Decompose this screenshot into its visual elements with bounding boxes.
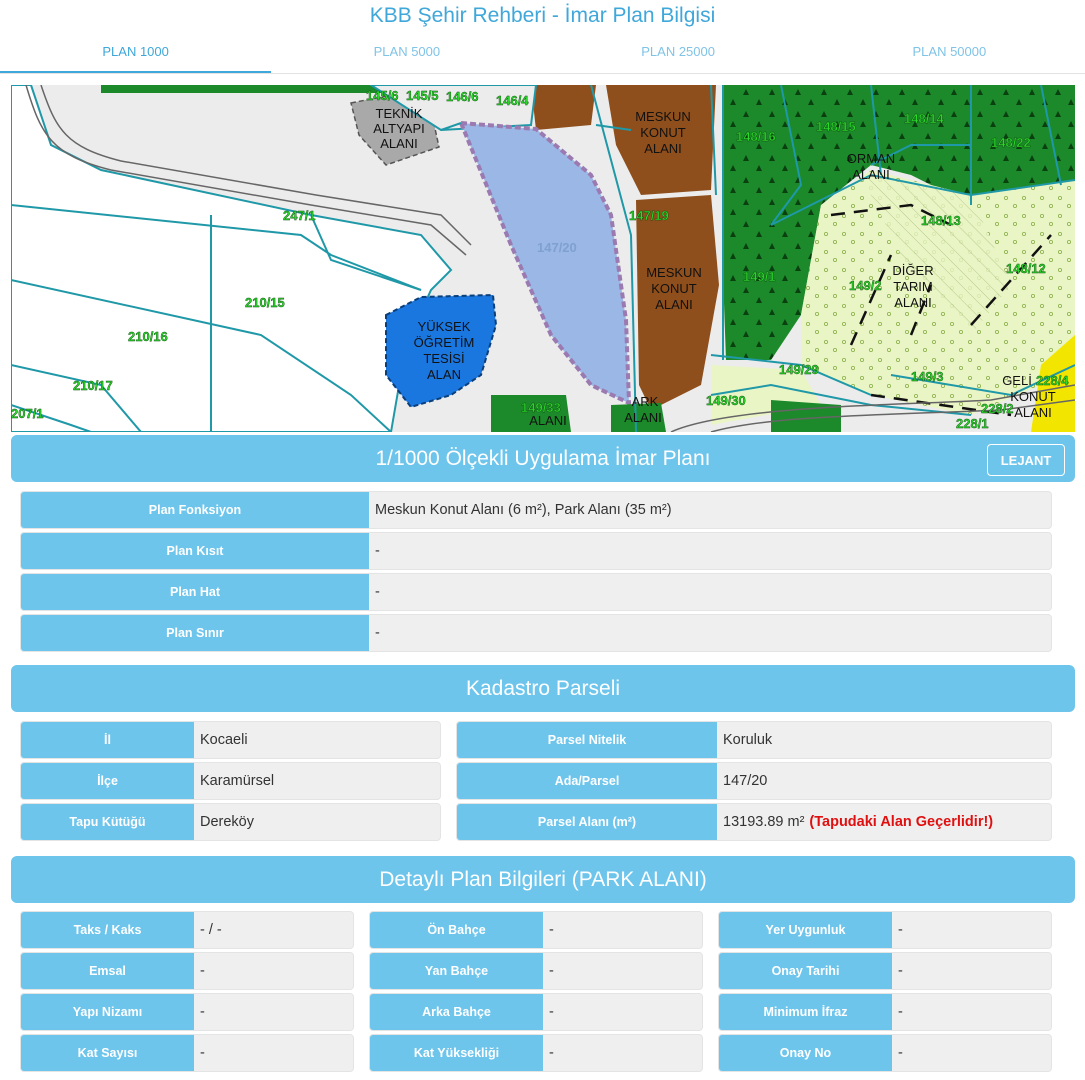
map-label-207-1: 207/1	[11, 406, 44, 421]
map-zone-orman-1: ORMAN	[846, 151, 896, 166]
detail-row-value: -	[200, 1004, 205, 1020]
cadastre-row-label: İl	[21, 722, 194, 758]
cadastre-row-il	[20, 721, 441, 759]
detail-row-kat-sayisi	[20, 1034, 354, 1072]
map-label-228-2: 228/2	[981, 401, 1014, 416]
detail-row-value: -	[898, 1045, 903, 1061]
parcel-area-value: 13193.89 m²	[723, 814, 805, 830]
plan-tabs	[0, 32, 1085, 74]
detail-row-onay-no	[718, 1034, 1052, 1072]
map-label-148-16: 148/16	[736, 129, 776, 144]
map-label-149-29: 149/29	[779, 362, 819, 377]
cadastre-row-label: Parsel Alanı (m²)	[457, 804, 717, 840]
plan-section-title: 1/1000 Ölçekli Uygulama İmar Planı	[375, 447, 711, 470]
map-label-228-4: 228/4	[1036, 373, 1069, 388]
detail-row-label: Kat Sayısı	[21, 1035, 194, 1071]
map-label-149-3: 149/3	[911, 369, 944, 384]
map-zone-yuksek-3: TESİSİ	[423, 351, 465, 366]
map-label-149-2: 149/2	[849, 278, 882, 293]
map-label-148-22: 148/22	[991, 135, 1031, 150]
tab-plan-5000[interactable]: PLAN 5000	[373, 44, 441, 59]
zoning-map-canvas[interactable]	[11, 85, 1075, 432]
map-zone-diger-1: DİĞER	[892, 263, 934, 278]
detail-row-value: -	[898, 963, 903, 979]
cadastre-row-value: Koruluk	[723, 732, 773, 748]
map-zone-teknik-3: ALANI	[380, 136, 418, 151]
detail-row-label: Yan Bahçe	[370, 953, 543, 989]
plan-row-fonksiyon	[20, 491, 1052, 529]
cadastre-section-header	[11, 665, 1075, 712]
map-zone-park-b1: ARK	[631, 394, 659, 409]
map-zone-diger-3: ALANI	[894, 295, 932, 310]
plan-row-label: Plan Fonksiyon	[21, 492, 369, 528]
detail-row-taks-kaks	[20, 911, 354, 949]
plan-row-hat	[20, 573, 1052, 611]
map-label-247-1: 247/1	[283, 208, 316, 223]
map-label-149-33: 149/33	[521, 400, 561, 415]
tab-plan-25000[interactable]: PLAN 25000	[641, 44, 715, 59]
detail-row-yapi-nizami	[20, 993, 354, 1031]
map-zone-yuksek-1: YÜKSEK	[417, 319, 471, 334]
cadastre-row-nitelik	[456, 721, 1052, 759]
map-label-146-6: 146/6	[446, 89, 479, 104]
detail-row-value: -	[549, 1045, 554, 1061]
map-label-147-19: 147/19	[629, 208, 669, 223]
detail-row-label: Ön Bahçe	[370, 912, 543, 948]
legend-button[interactable]: LEJANT	[987, 444, 1065, 476]
map-zone-orman-2: ALANI	[852, 167, 890, 182]
map-label-149-30: 149/30	[706, 393, 746, 408]
map-zone-teknik-2: ALTYAPI	[373, 121, 425, 136]
detail-row-label: Onay No	[719, 1035, 892, 1071]
detail-row-label: Yapı Nizamı	[21, 994, 194, 1030]
detail-row-label: Onay Tarihi	[719, 953, 892, 989]
plan-row-label: Plan Kısıt	[21, 533, 369, 569]
detail-row-onay-tarihi	[718, 952, 1052, 990]
cadastre-row-value: Kocaeli	[200, 732, 248, 748]
tab-plan-50000[interactable]: PLAN 50000	[912, 44, 987, 59]
detail-row-yan-bahce	[369, 952, 703, 990]
detail-row-label: Taks / Kaks	[21, 912, 194, 948]
map-zone-geli-3: ALANI	[1014, 405, 1052, 420]
cadastre-row-ada-parsel	[456, 762, 1052, 800]
map-zone-park-b2: ALANI	[624, 410, 662, 425]
map-label-146-4: 146/4	[496, 93, 529, 108]
tab-plan-1000[interactable]: PLAN 1000	[0, 32, 271, 73]
detail-row-value: -	[549, 1004, 554, 1020]
map-zone-park-left: ALANI	[529, 413, 567, 428]
map-zone-meskun-2c: ALANI	[655, 297, 693, 312]
cadastre-row-value: Karamürsel	[200, 773, 275, 789]
plan-row-label: Plan Sınır	[21, 615, 369, 651]
detail-row-value: -	[549, 963, 554, 979]
detail-row-emsal	[20, 952, 354, 990]
detail-row-label: Kat Yüksekliği	[370, 1035, 543, 1071]
cadastre-row-value	[717, 804, 1051, 840]
plan-row-value: -	[375, 625, 380, 641]
map-label-149-1: 149/1	[743, 269, 776, 284]
map-zone-diger-2: TARIM	[893, 279, 933, 294]
cadastre-row-alan	[456, 803, 1052, 841]
detail-row-value: -	[898, 922, 903, 938]
cadastre-row-value: 147/20	[723, 773, 768, 789]
detail-row-value: -	[898, 1004, 903, 1020]
cadastre-row-label: Ada/Parsel	[457, 763, 717, 799]
cadastre-row-label: Parsel Nitelik	[457, 722, 717, 758]
map-zone-meskun-2a: MESKUN	[646, 265, 702, 280]
map-zone-meskun-1c: ALANI	[644, 141, 682, 156]
detail-row-label: Emsal	[21, 953, 194, 989]
detail-row-value: -	[200, 963, 205, 979]
map-zone-yuksek-4: ALAN	[427, 367, 461, 382]
zoning-map[interactable]	[11, 85, 1075, 432]
map-zone-yuksek-2: ÖĞRETİM	[413, 335, 475, 350]
cadastre-row-tapu	[20, 803, 441, 841]
app-title: KBB Şehir Rehberi - İmar Plan Bilgisi	[369, 4, 716, 27]
map-label-148-12: 148/12	[1006, 261, 1046, 276]
map-label-147-20: 147/20	[537, 240, 577, 255]
map-label-148-15: 148/15	[816, 119, 856, 134]
cadastre-section-title: Kadastro Parseli	[465, 677, 621, 700]
map-label-210-16: 210/16	[128, 329, 168, 344]
plan-row-label: Plan Hat	[21, 574, 369, 610]
detail-row-value: -	[200, 1045, 205, 1061]
cadastre-row-ilce	[20, 762, 441, 800]
cadastre-row-label: Tapu Kütüğü	[21, 804, 194, 840]
plan-row-kisit	[20, 532, 1052, 570]
detail-row-on-bahce	[369, 911, 703, 949]
detail-row-label: Minimum İfraz	[719, 994, 892, 1030]
map-zone-meskun-1a: MESKUN	[635, 109, 691, 124]
map-label-145-5: 145/5	[406, 88, 439, 103]
plan-row-value: -	[375, 543, 380, 559]
map-zone-teknik-1: TEKNİK	[375, 106, 423, 121]
detail-row-yer-uygunluk	[718, 911, 1052, 949]
plan-row-value: Meskun Konut Alanı (6 m²), Park Alanı (35 m²)	[375, 502, 672, 518]
detail-row-minimum-ifraz	[718, 993, 1052, 1031]
detail-row-value: - / -	[200, 922, 222, 938]
detail-row-kat-yuksekligi	[369, 1034, 703, 1072]
cadastre-row-value: Dereköy	[200, 814, 254, 830]
map-label-210-15: 210/15	[245, 295, 285, 310]
map-label-210-17: 210/17	[73, 378, 113, 393]
map-zone-geli-2: KONUT	[1010, 389, 1056, 404]
detail-row-value: -	[549, 922, 554, 938]
map-label-148-13: 148/13	[921, 213, 961, 228]
parcel-area-warning: (Tapudaki Alan Geçerlidir!)	[809, 814, 994, 830]
plan-row-value: -	[375, 584, 380, 600]
map-label-228-1: 228/1	[956, 416, 989, 431]
detail-row-label: Yer Uygunluk	[719, 912, 892, 948]
map-zone-meskun-2b: KONUT	[651, 281, 697, 296]
map-label-145-6: 145/6	[366, 88, 399, 103]
plan-row-sinir	[20, 614, 1052, 652]
map-zone-geli-1: GELİ	[1002, 373, 1032, 388]
plan-section-header	[11, 435, 1075, 482]
map-zone-meskun-1b: KONUT	[640, 125, 686, 140]
map-label-148-14: 148/14	[904, 111, 944, 126]
detail-row-arka-bahce	[369, 993, 703, 1031]
detail-row-label: Arka Bahçe	[370, 994, 543, 1030]
detail-section-title: Detaylı Plan Bilgileri (PARK ALANI)	[379, 868, 707, 891]
detail-section-header	[11, 856, 1075, 903]
cadastre-row-label: İlçe	[21, 763, 194, 799]
